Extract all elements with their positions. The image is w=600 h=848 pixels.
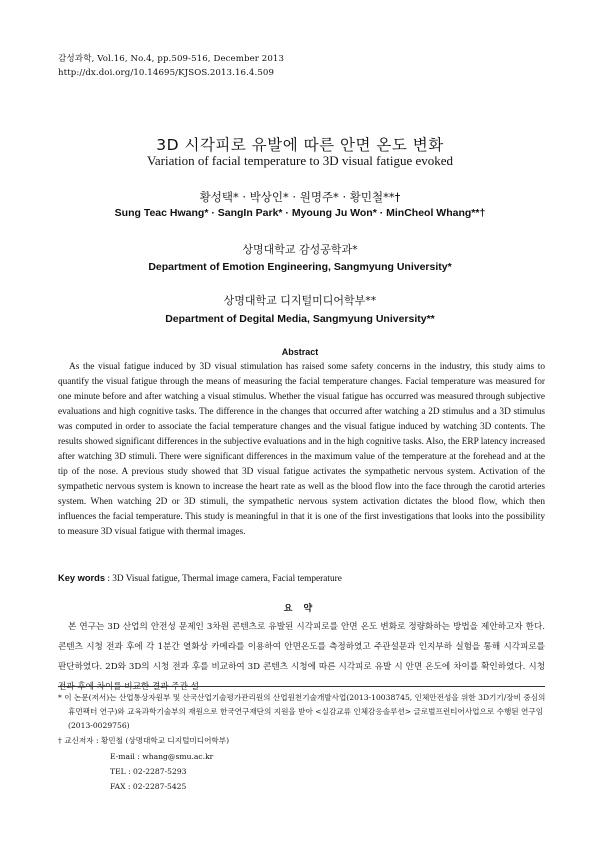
affiliation-2-korean: 상명대학교 디지털미디어학부**: [223, 294, 377, 307]
doi-link[interactable]: http://dx.doi.org/10.14695/KJSOS.2013.16.4.509: [58, 68, 275, 78]
abstract-text: As the visual fatigue induced by 3D visual stimulation has raised some safety concerns in the industry, this study aims to quantify the visual fatigue through the means of measuring the facial temperature changes. Facial temperature was measured for one minute before and after watching a visual stimulus. Whether the visual fatigue has occurred was measured through subjective evaluations and high cognitive tasks. The difference in the changes that occurred after watching a 2D stimulus and a 3D stimulus was computed in order to associate the facial temperature changes and the visual fatigue induced by watching 3D contents. The results showed significant differences in the subjective evaluations and in the high cognitive tasks. Also, the ERP latency increased after watching 3D stimuli. There were significant differences in the maximum value of the temperature at the forehead and at the tip of the nose. A previous study showed that 3D visual fatigue activates the sympathetic nervous system. Activation of the sympathetic nervous system is known to increase the heart rate as well as the blood flow into the face through the carotid arteries system. When watching 2D or 3D stimuli, the sympathetic nervous system activation dictates the blood flow, which then influences the facial temperature. This study is meaningful in that it is one of the first investigations that looks into the possibility to measure 3D visual fatigue with thermal images.: [58, 362, 545, 537]
affiliation-2-english: Department of Degital Media, Sangmyung University**: [165, 313, 435, 325]
keywords: [58, 571, 545, 586]
corresponding-author-footnote: † 교신저자 : 황민철 (상명대학교 디지털미디어학부): [58, 736, 230, 745]
keywords-text: : 3D Visual fatigue, Thermal image camera, Facial temperature: [105, 574, 342, 584]
affiliation-1-korean: 상명대학교 감성공학과*: [242, 243, 358, 256]
authors-english: Sung Teac Hwang* · SangIn Park* · Myoung Ju Won* · MinCheol Whang**†: [114, 207, 486, 219]
keywords-label: Key words: [58, 573, 106, 583]
title-english: Variation of facial temperature to 3D visual fatigue evoked: [146, 153, 454, 168]
contact-email[interactable]: E-mail : whang@smu.ac.kr: [110, 752, 214, 761]
footnote-divider: [58, 686, 545, 687]
journal-citation: 감성과학, Vol.16, No.4, pp.509-516, December 2013: [58, 54, 285, 64]
title-korean: 3D 시각피로 유발에 따른 안면 온도 변화: [156, 136, 444, 154]
authors-korean: 황성택* · 박상인* · 원명주* · 황민철**†: [199, 190, 401, 204]
funding-footnote: * 이 논문(저서)는 산업통상자원부 및 산국산업기술평가관리원의 산업원천기술개발사업(2013-10038745, 인체안전성을 위한 3D기기/장비 중심의 휴먼팩터 연구)와 교육과학기술부의 재원으로 한국연구재단의 지원을 받아 <실감교류 인체감응솔루션> 글로벌프런티어사업으로 수행된 연구임(2013-0029756): [58, 693, 546, 730]
affiliation-1-english: Department of Emotion Engineering, Sangmyung University*: [148, 261, 452, 273]
contact-fax: FAX : 02-2287-5425: [110, 782, 187, 791]
contact-tel: TEL : 02-2287-5293: [110, 767, 187, 776]
korean-summary-text: 본 연구는 3D 산업의 안전성 문제인 3차원 콘텐츠로 유발된 시각피로를 안면 온도 변화로 정량화하는 방법을 제안하고자 한다. 콘텐츠 시청 전과 후에 각 1분간 열화상 카메라를 이용하여 안면온도를 측정하였고 주관설문과 인지부하 실험을 통해 시각피로를 판단하였다. 2D와 3D의 시청 전과 후를 비교하여 3D 콘텐츠 시청에 따른 시각피로 유발 시 안면 온도에 차이를 확인하였다. 시청 전과 후에 차이를 비교한 결과 주관 설: [58, 622, 545, 692]
journal-header: [58, 52, 284, 80]
korean-summary-heading: 요 약: [283, 604, 317, 614]
abstract-heading: Abstract: [281, 347, 319, 357]
